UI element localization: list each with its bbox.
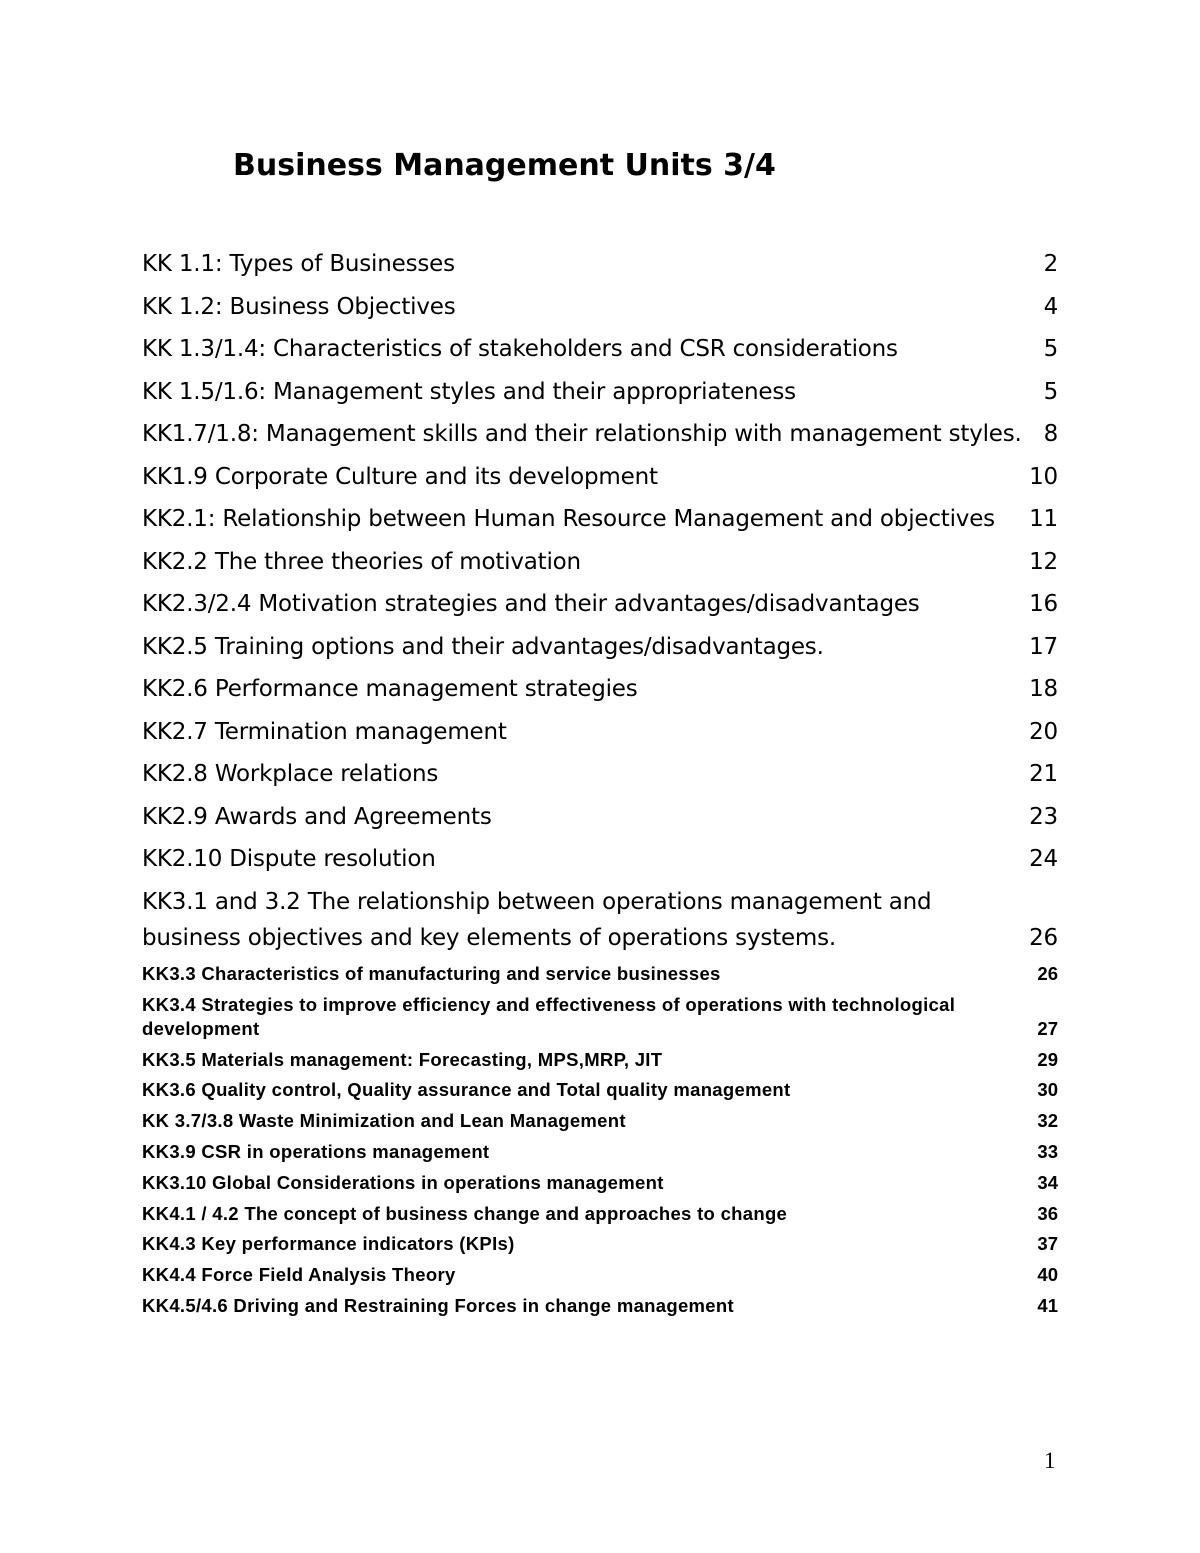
toc-entry-page: 26 bbox=[1037, 963, 1058, 984]
toc-entry-page: 8 bbox=[1043, 421, 1058, 447]
toc-entry-title: KK2.6 Performance management strategies bbox=[142, 676, 638, 702]
toc-section-large bbox=[142, 246, 1058, 956]
toc-entry-title: KK4.1 / 4.2 The concept of business change and approaches to change bbox=[142, 1202, 788, 1224]
toc-entry bbox=[142, 756, 1058, 792]
toc-entry-page: 12 bbox=[1029, 548, 1058, 575]
toc-entry-page: 4 bbox=[1043, 293, 1058, 320]
toc-entry-page: 21 bbox=[1029, 761, 1058, 787]
toc-entry bbox=[142, 459, 1058, 495]
toc-entry bbox=[142, 884, 1058, 956]
toc-entry-page: 33 bbox=[1037, 1140, 1058, 1162]
toc-entry-page: 5 bbox=[1043, 378, 1058, 405]
toc-entry-title: KK3.4 Strategies to improve efficiency and effectiveness of operations with technological development bbox=[142, 993, 956, 1039]
toc-entry-page: 20 bbox=[1029, 718, 1058, 745]
toc-section-small bbox=[142, 962, 1058, 1318]
toc-entry-title: KK2.1: Relationship between Human Resource Management and objectives bbox=[142, 506, 995, 532]
toc-entry bbox=[142, 714, 1058, 750]
toc-entry-page: 40 bbox=[1037, 1264, 1058, 1286]
toc-entry-page: 26 bbox=[1029, 924, 1058, 951]
toc-entry bbox=[142, 501, 1058, 537]
toc-entry-page: 23 bbox=[1029, 803, 1058, 830]
toc-entry-title: KK3.5 Materials management: Forecasting, MPS,MRP, JIT bbox=[142, 1048, 663, 1070]
toc-entry-title: KK2.5 Training options and their advantages/disadvantages. bbox=[142, 633, 824, 660]
page-number: 1 bbox=[1044, 1448, 1056, 1473]
toc-entry bbox=[142, 1232, 1058, 1256]
toc-entry bbox=[142, 962, 1058, 986]
toc-entry-page: 10 bbox=[1029, 463, 1058, 490]
toc-entry-page: 37 bbox=[1037, 1233, 1058, 1255]
toc-entry bbox=[142, 1263, 1058, 1287]
toc-entry bbox=[142, 1140, 1058, 1164]
toc-entry-title: KK4.3 Key performance indicators (KPIs) bbox=[142, 1233, 515, 1255]
toc-entry-page: 5 bbox=[1043, 336, 1058, 362]
toc-entry-page: 29 bbox=[1037, 1048, 1058, 1070]
document-title: Business Management Units 3/4 bbox=[233, 148, 776, 183]
toc-entry-title: KK 3.7/3.8 Waste Minimization and Lean Management bbox=[142, 1110, 626, 1132]
toc-entry-title: KK 1.5/1.6: Management styles and their appropriateness bbox=[142, 378, 796, 405]
toc-entry-title: KK2.8 Workplace relations bbox=[142, 761, 439, 787]
toc-entry bbox=[142, 289, 1058, 325]
toc-entry bbox=[142, 629, 1058, 665]
toc-entry bbox=[142, 1078, 1058, 1102]
toc-entry-page: 32 bbox=[1037, 1110, 1058, 1132]
toc-entry-title: KK1.7/1.8: Management skills and their relationship with management styles. bbox=[142, 421, 1022, 447]
toc-entry-page: 11 bbox=[1029, 506, 1058, 532]
toc-entry bbox=[142, 799, 1058, 835]
toc-entry-title: KK3.3 Characteristics of manufacturing and service businesses bbox=[142, 963, 721, 984]
toc-entry-title: KK3.6 Quality control, Quality assurance and Total quality management bbox=[142, 1079, 791, 1101]
toc-entry-title: KK3.1 and 3.2 The relationship between operations management and business objectives and key elements of operations systems. bbox=[142, 888, 932, 951]
table-of-contents bbox=[142, 246, 1058, 1325]
toc-entry-page: 17 bbox=[1029, 633, 1058, 660]
toc-entry-title: KK3.10 Global Considerations in operations management bbox=[142, 1171, 664, 1193]
toc-entry-title: KK4.4 Force Field Analysis Theory bbox=[142, 1264, 456, 1286]
toc-entry bbox=[142, 586, 1058, 622]
toc-entry-page: 30 bbox=[1037, 1079, 1058, 1101]
toc-entry-page: 41 bbox=[1037, 1294, 1058, 1316]
toc-entry bbox=[142, 1109, 1058, 1133]
toc-entry-page: 27 bbox=[1037, 1017, 1058, 1039]
toc-entry bbox=[142, 1048, 1058, 1072]
toc-entry-page: 36 bbox=[1037, 1202, 1058, 1224]
toc-entry-title: KK 1.2: Business Objectives bbox=[142, 293, 456, 320]
toc-entry bbox=[142, 671, 1058, 707]
toc-entry-page: 2 bbox=[1043, 251, 1058, 277]
toc-entry bbox=[142, 841, 1058, 877]
toc-entry-page: 16 bbox=[1029, 591, 1058, 617]
toc-entry-title: KK2.2 The three theories of motivation bbox=[142, 548, 581, 575]
toc-entry-title: KK2.10 Dispute resolution bbox=[142, 846, 436, 872]
toc-entry-title: KK 1.3/1.4: Characteristics of stakeholders and CSR considerations bbox=[142, 336, 898, 362]
toc-entry-page: 34 bbox=[1037, 1171, 1058, 1193]
toc-entry-title: KK1.9 Corporate Culture and its development bbox=[142, 463, 658, 490]
toc-entry bbox=[142, 1294, 1058, 1318]
toc-entry bbox=[142, 246, 1058, 282]
toc-entry bbox=[142, 374, 1058, 410]
toc-entry-title: KK2.3/2.4 Motivation strategies and their advantages/disadvantages bbox=[142, 591, 920, 617]
toc-entry-title: KK2.9 Awards and Agreements bbox=[142, 803, 492, 830]
toc-entry bbox=[142, 331, 1058, 367]
toc-entry-title: KK3.9 CSR in operations management bbox=[142, 1140, 490, 1162]
toc-entry bbox=[142, 544, 1058, 580]
toc-entry-title: KK4.5/4.6 Driving and Restraining Forces in change management bbox=[142, 1294, 734, 1316]
toc-entry bbox=[142, 1202, 1058, 1226]
toc-entry-page: 18 bbox=[1029, 676, 1058, 702]
toc-entry bbox=[142, 416, 1058, 452]
toc-entry bbox=[142, 993, 1058, 1041]
toc-entry-page: 24 bbox=[1029, 846, 1058, 872]
toc-entry-title: KK2.7 Termination management bbox=[142, 718, 507, 745]
toc-entry-title: KK 1.1: Types of Businesses bbox=[142, 251, 455, 277]
toc-entry bbox=[142, 1171, 1058, 1195]
